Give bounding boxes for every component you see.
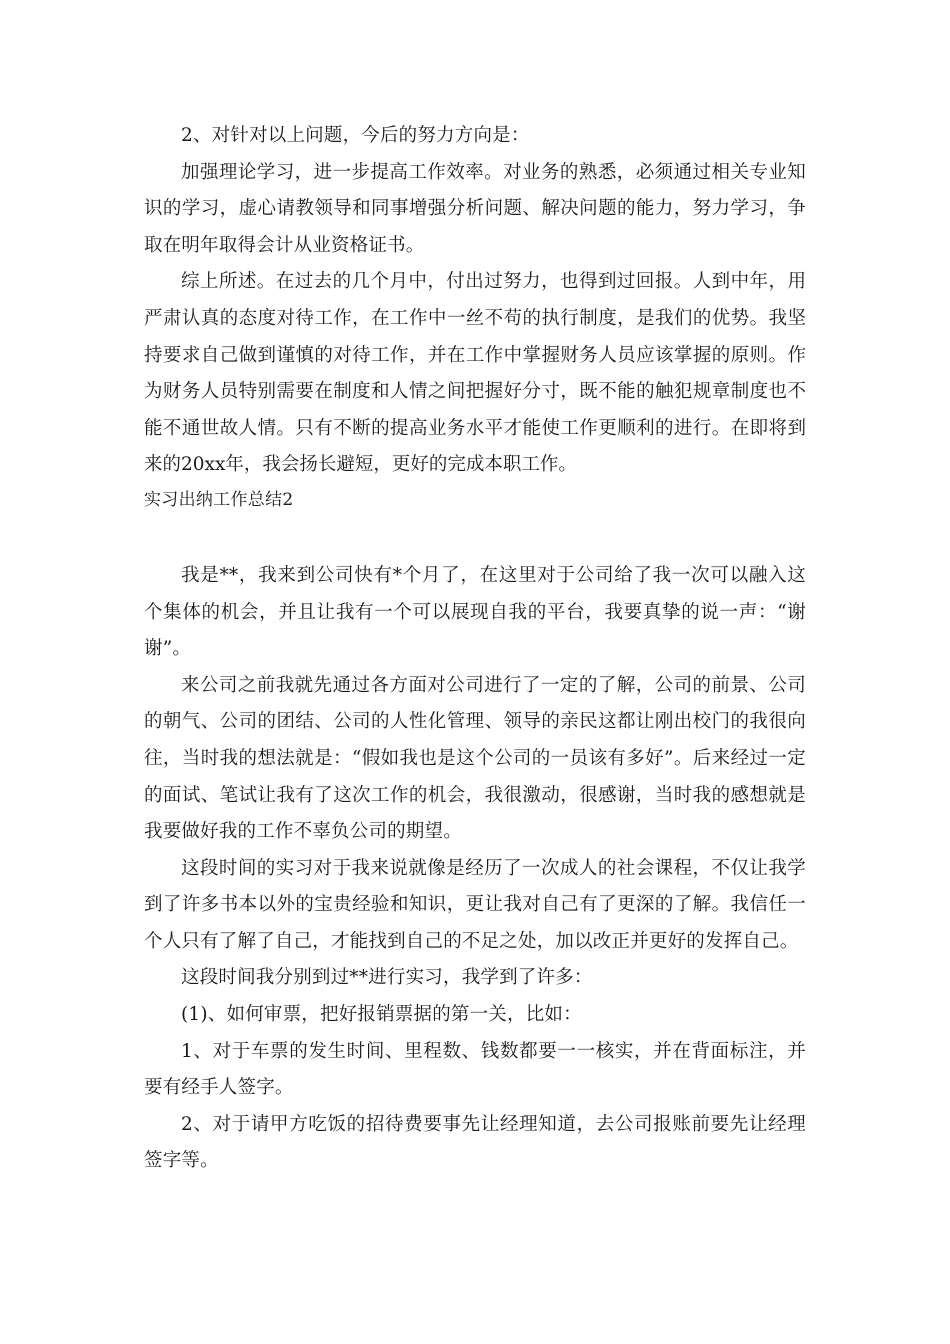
paragraph-internship-reflection: 这段时间的实习对于我来说就像是经历了一次成人的社会课程，不仅让我学到了许多书本以外的宝贵经验和知识，更让我对自己有了更深的了解。我信任一个人只有了解了自己，才能找到自己的不足之处，加以改正并更好的发挥自己。 xyxy=(144,857,806,952)
paragraph-review-invoices: (1)、如何审票，把好报销票据的第一关，比如： xyxy=(181,1004,582,1026)
document-body xyxy=(144,118,806,1180)
blank-line xyxy=(144,516,806,558)
section-title: 实习出纳工作总结2 xyxy=(144,489,294,510)
paragraph-study-plan: 加强理论学习，进一步提高工作效率。对业务的熟悉，必须通过相关专业知识的学习，虚心请教领导和同事增强分析问题、解决问题的能力，努力学习，争取在明年取得会计从业资格证书。 xyxy=(144,161,806,256)
paragraph-improvement-heading: 2、对针对以上问题，今后的努力方向是： xyxy=(181,125,530,146)
paragraph-conclusion: 综上所述。在过去的几个月中，付出过努力，也得到过回报。人到中年，用严肃认真的态度对待工作，在工作中一丝不苟的执行制度，是我们的优势。我坚持要求自己做到谨慎的对待工作，并在工作中掌握财务人员应该掌握的原则。作为财务人员特别需要在制度和人情之间把握好分寸，既不能的触犯规章制度也不能不通世故人情。只有不断的提高业务水平才能使工作更顺利的进行。在即将到来的20xx年，我会扬长避短，更好的完成本职工作。 xyxy=(144,271,806,476)
paragraph-before-joining: 来公司之前我就先通过各方面对公司进行了一定的了解，公司的前景、公司的朝气、公司的团结、公司的人性化管理、领导的亲民这都让刚出校门的我很向往，当时我的想法就是：“假如我也是这个公司的一员该有多好”。后来经过一定的面试、笔试让我有了这次工作的机会，我很激动，很感谢，当时我的感想就是我要做好我的工作不辜负公司的期望。 xyxy=(144,674,806,843)
paragraph-introduction: 我是**，我来到公司快有*个月了，在这里对于公司给了我一次可以融入这个集体的机会，并且让我有一个可以展现自我的平台，我要真挚的说一声：“谢谢”。 xyxy=(144,564,806,660)
paragraph-item-2: 2、对于请甲方吃饭的招待费要事先让经理知道，去公司报账前要先让经理签字等。 xyxy=(144,1113,806,1172)
paragraph-internship-places: 这段时间我分别到过**进行实习，我学到了许多： xyxy=(181,967,593,989)
paragraph-item-1: 1、对于车票的发生时间、里程数、钱数都要一一核实，并在背面标注，并要有经手人签字。 xyxy=(144,1040,806,1099)
